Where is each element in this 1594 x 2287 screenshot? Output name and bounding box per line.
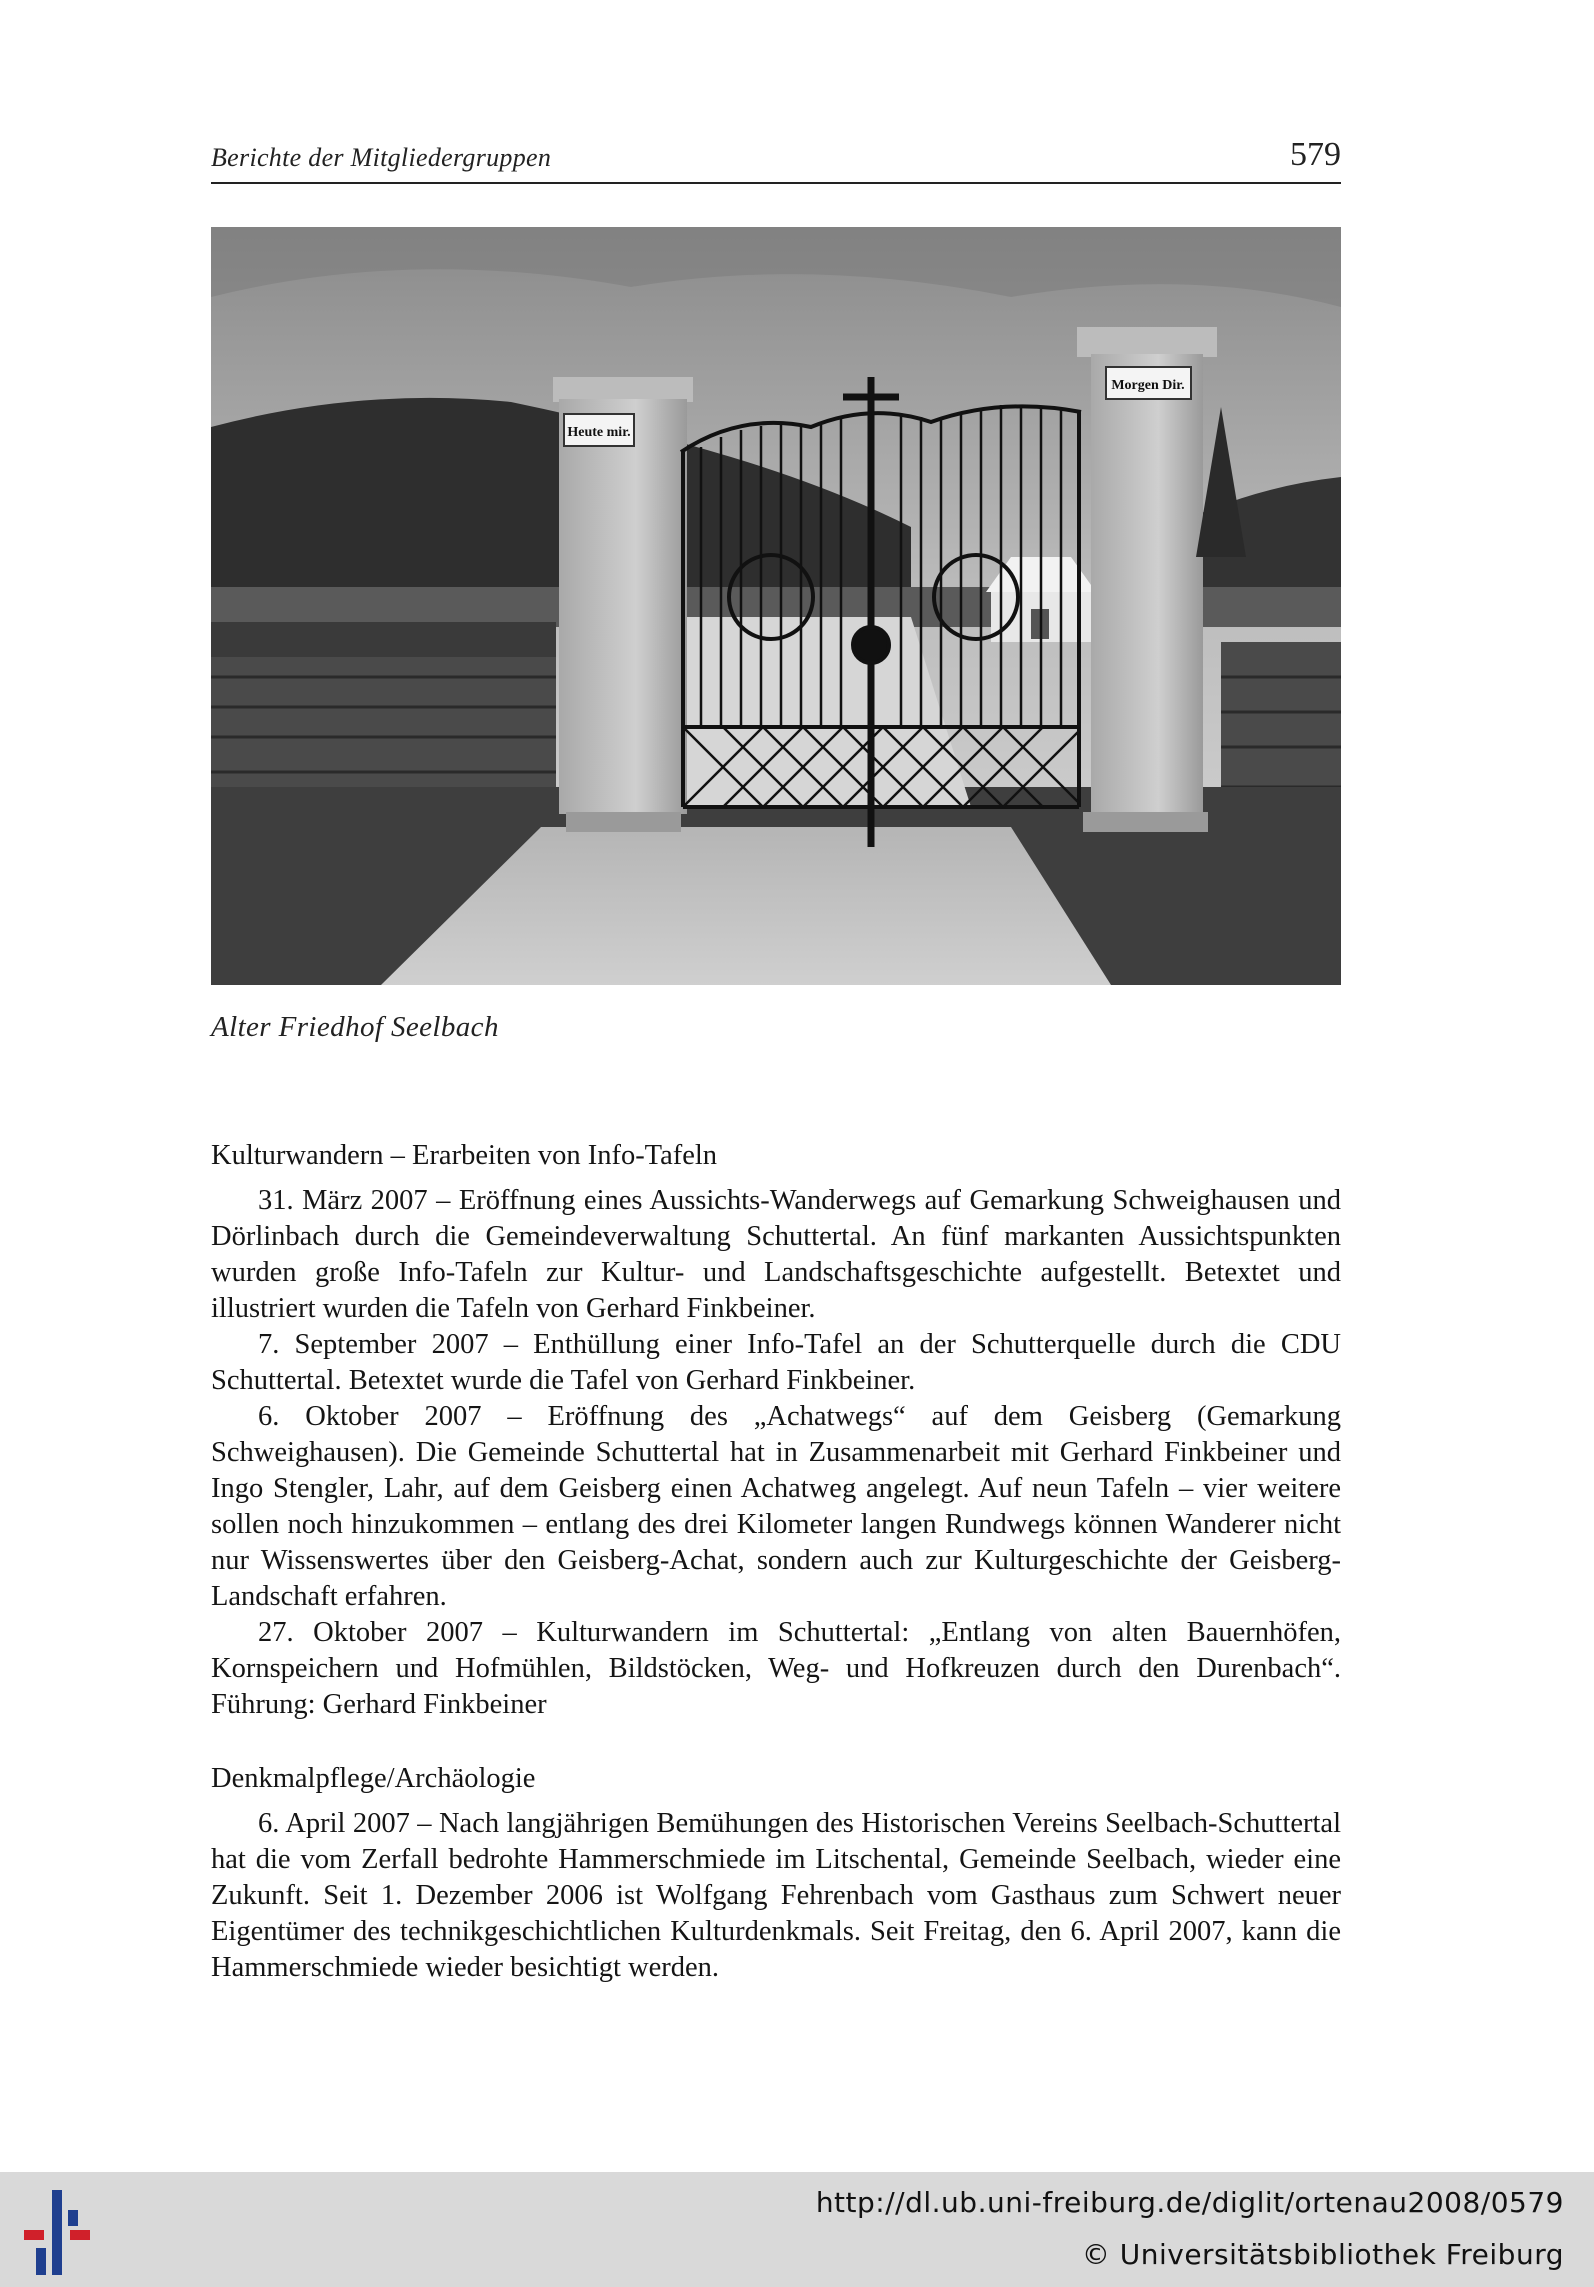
footer-copyright: © Universitätsbibliothek Freiburg (1081, 2238, 1564, 2271)
figure-caption: Alter Friedhof Seelbach (211, 1011, 499, 1043)
footer-bar (0, 2172, 1594, 2287)
cemetery-gate-photo (211, 227, 1341, 985)
sign-right: Morgen Dir. (1111, 378, 1185, 393)
ub-freiburg-logo-icon (22, 2190, 102, 2275)
article-body (211, 1138, 1341, 1986)
paragraph: 6. April 2007 – Nach langjährigen Bemühungen des Historischen Vereins Seelbach-Schuttertal hat die vom Zerfall bedrohte Hammerschmiede im Litschental, Gemeinde Seelbach, wieder eine Zukunft. Seit 1. Dezember 2006 ist Wolfgang Fehrenbach vom Gasthaus zum Schwert neuer Eigentümer des technikgeschichtlichen Kulturdenkmals. Seit Freitag, den 6. April 2007, kann die Hammerschmiede wieder besichtigt werden. (211, 1808, 1341, 1983)
sign-left: Heute mir. (567, 425, 631, 440)
paragraph: 27. Oktober 2007 – Kulturwandern im Schuttertal: „Entlang von alten Bauernhöfen, Kornspeichern und Hofmühlen, Bildstöcken, Weg- und Hofkreuzen durch den Durenbach“. Führung: Gerhard Finkbeiner (211, 1617, 1341, 1720)
running-title: Berichte der Mitgliedergruppen (211, 143, 552, 172)
header-rule (211, 182, 1341, 184)
section-heading-kulturwandern: Kulturwandern – Erarbeiten von Info-Tafeln (211, 1140, 718, 1171)
paragraph: 6. Oktober 2007 – Eröffnung des „Achatwegs“ auf dem Geisberg (Gemarkung Schweighausen). Die Gemeinde Schuttertal hat in Zusammenarbeit mit Gerhard Finkbeiner und Ingo Stengler, Lahr, auf dem Geisberg einen Achatweg angelegt. Auf neun Tafeln – vier weitere sollen noch hinzukommen – entlang des drei Kilometer langen Rundwegs können Wanderer nicht nur Wissenswertes über den Geisberg-Achat, sondern auch zur Kulturgeschichte der Geisberg-Landschaft erfahren. (211, 1401, 1341, 1612)
section-heading-denkmalpflege: Denkmalpflege/Archäologie (211, 1763, 536, 1794)
paragraph: 7. September 2007 – Enthüllung einer Info-Tafel an der Schutterquelle durch die CDU Schuttertal. Betextet wurde die Tafel von Gerhard Finkbeiner. (211, 1329, 1341, 1396)
footer-url[interactable]: http://dl.ub.uni-freiburg.de/diglit/ortenau2008/0579 (815, 2186, 1564, 2219)
page-number: 579 (1290, 136, 1341, 173)
section-gap (211, 1723, 1341, 1761)
paragraph: 31. März 2007 – Eröffnung eines Aussichts-Wanderwegs auf Gemarkung Schweighausen und Dörlinbach durch die Gemeindeverwaltung Schuttertal. An fünf markanten Aussichtspunkten wurden große Info-Tafeln zur Kultur- und Landschaftsgeschichte aufgestellt. Betextet und illustriert wurden die Tafeln von Gerhard Finkbeiner. (211, 1185, 1341, 1324)
